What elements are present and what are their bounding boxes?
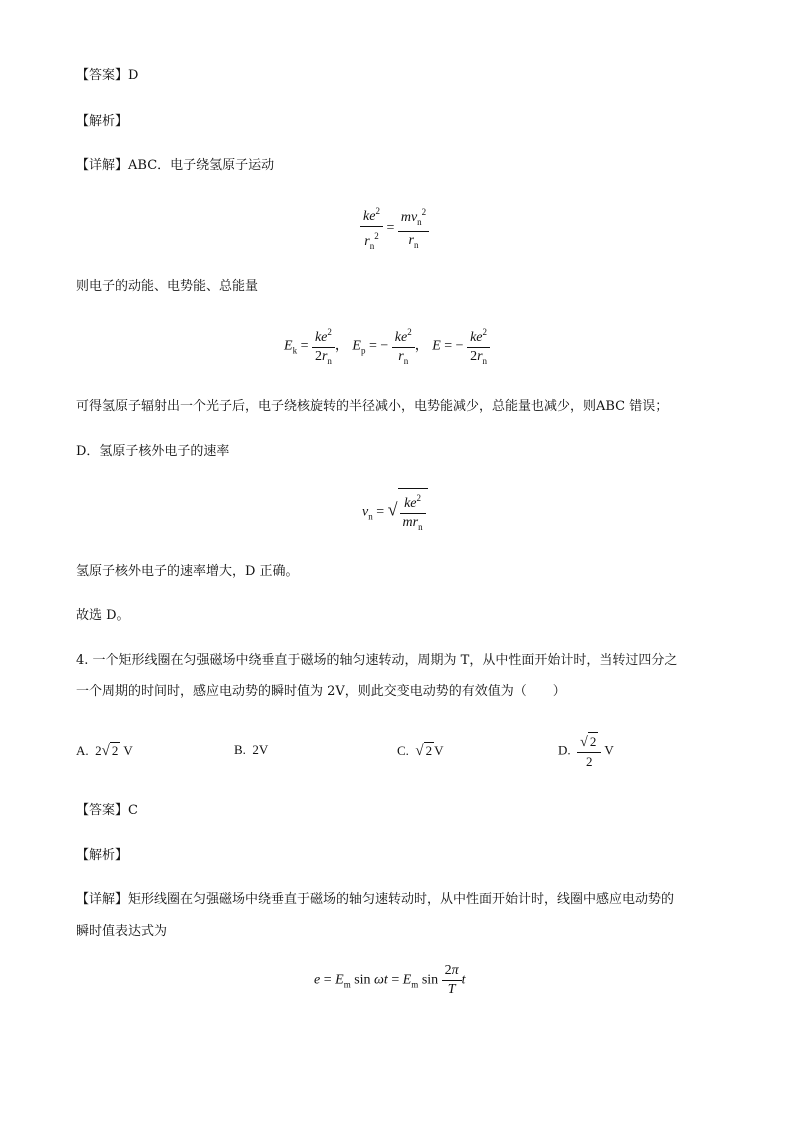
detail-intro: ABC．电子绕氢原子运动 [128, 158, 275, 173]
answer-tag: 【答案】 [76, 68, 129, 83]
detail-tag: 【详解】 [76, 158, 129, 173]
q4-answer-line [76, 801, 138, 821]
energy-text: 则电子的动能、电势能、总能量 [76, 279, 259, 294]
d-intro: D．氢原子核外电子的速率 [76, 444, 230, 459]
option-a-label: A. [76, 743, 89, 758]
equation-energies: $E_k$ = $\frac{ke^2}{2r_n}$ ， $E_p$ = − $\frac{ke^2}{r_n}$ ， E = − $\frac{ke^2}{2r_n}$ [284, 323, 490, 370]
option-b-label: B. [234, 742, 246, 757]
equation-velocity: $v_n$ = √ $\frac{ke^2}{mr_n}$ [362, 488, 428, 536]
option-d-label: D. [558, 742, 571, 758]
option-b-value: 2V [252, 742, 269, 757]
option-c-label: C. [397, 743, 409, 758]
option-c: C. √ 2 V [397, 743, 444, 759]
answer-value: D [128, 68, 139, 83]
option-a: A. 2√ 2 V [76, 743, 133, 759]
q4-answer-value: C [128, 803, 138, 818]
q4-detail-line-2: 瞬时值表达式为 [76, 924, 168, 939]
conclusion-abc: 可得氢原子辐射出一个光子后，电子绕核旋转的半径减小，电势能减少，总能量也减少，则ABC 错误； [76, 399, 669, 414]
answer-line-1 [76, 66, 138, 86]
q4-detail-text: 矩形线圈在匀强磁场中绕垂直于磁场的轴匀速转动时，从中性面开始计时，线圈中感应电动势的 [128, 892, 675, 907]
option-b [234, 742, 268, 758]
q4-stem-line-1: 4. 一个矩形线圈在匀强磁场中绕垂直于磁场的轴匀速转动，周期为 T，从中性面开始计时，当转过四分之 [76, 653, 678, 668]
analysis-tag: 【解析】 [76, 114, 129, 129]
equation-coulomb-centripetal: $\frac{ke^2}{r_n^2}$ = $\frac{mv_n^2}{r_n}$ [360, 202, 429, 255]
final-choice: 故选 D。 [76, 608, 130, 623]
q4-detail-tag: 【详解】 [76, 892, 129, 907]
q4-analysis-tag: 【解析】 [76, 848, 129, 863]
q4-detail-line-1 [76, 890, 674, 910]
equation-emf: $e = E_m$ $\sin \omega t = E_m$ sin $\frac{2\pi}{T}$ t [314, 963, 466, 997]
q4-stem-line-2: 一个周期的时间时，感应电动势的瞬时值为 2V，则此交变电动势的有效值为（ ） [76, 684, 566, 699]
q4-answer-tag: 【答案】 [76, 803, 129, 818]
option-d: D. $\frac{√ 2}{2}$ V [558, 734, 614, 769]
d-conclusion: 氢原子核外电子的速率增大，D 正确。 [76, 564, 299, 579]
detail-line-1 [76, 156, 274, 176]
